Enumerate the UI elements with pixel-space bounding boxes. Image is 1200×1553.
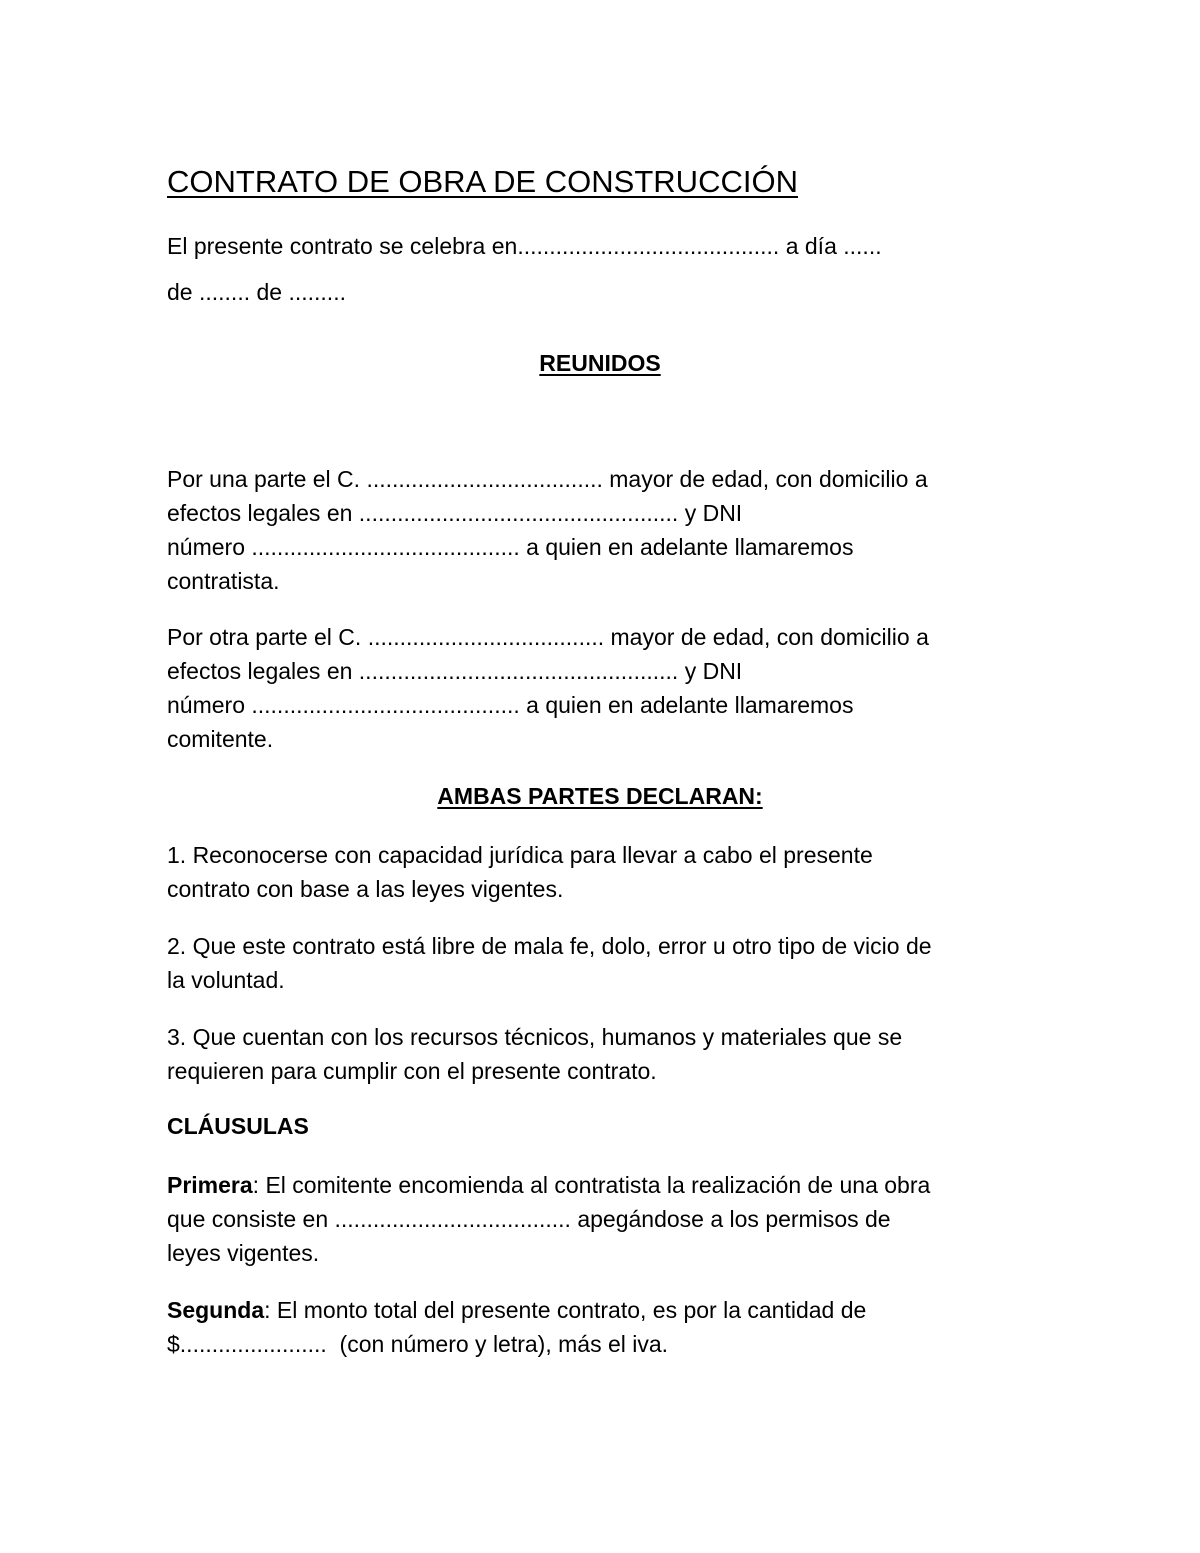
clause-2-line-1 — [167, 1293, 866, 1327]
clause-2-text: : El monto total del presente contrato, es por la cantidad de — [264, 1297, 867, 1323]
clause-1 — [167, 1168, 930, 1270]
clause-2-line-2: $....................... (con número y letra), más el iva. — [167, 1331, 669, 1357]
party1-line: contratista. — [167, 568, 280, 594]
party2-line: Por otra parte el C. ..................................... mayor de edad, con domicilio a — [167, 624, 929, 650]
intro-paragraph — [167, 229, 882, 263]
document-title: CONTRATO DE OBRA DE CONSTRUCCIÓN — [167, 164, 798, 199]
party1-line: número .......................................... a quien en adelante llamaremos — [167, 534, 854, 560]
clause-1-line-1 — [167, 1168, 930, 1202]
intro-line-1: El presente contrato se celebra en......................................... a día ...... — [167, 233, 882, 259]
declaration-line: contrato con base a las leyes vigentes. — [167, 876, 564, 902]
reunidos-heading — [0, 352, 1200, 375]
party2-line: efectos legales en .................................................. y DNI — [167, 658, 743, 684]
clause-2 — [167, 1293, 866, 1361]
party1-paragraph — [167, 462, 928, 598]
declaration-line: 3. Que cuentan con los recursos técnicos, humanos y materiales que se — [167, 1024, 903, 1050]
party2-line: comitente. — [167, 726, 274, 752]
clause-1-text: : El comitente encomienda al contratista la realización de una obra — [252, 1172, 931, 1198]
clause-1-label: Primera — [167, 1172, 253, 1198]
declaration-2 — [167, 929, 932, 997]
intro-paragraph-cont — [167, 275, 346, 309]
declaration-1 — [167, 838, 873, 906]
declaran-heading — [0, 785, 1200, 808]
clausulas-heading: CLÁUSULAS — [167, 1113, 309, 1139]
declaration-line: 2. Que este contrato está libre de mala fe, dolo, error u otro tipo de vicio de — [167, 933, 932, 959]
clause-2-label: Segunda — [167, 1297, 265, 1323]
declaration-line: la voluntad. — [167, 967, 285, 993]
party1-line: Por una parte el C. ..................................... mayor de edad, con domicilio a — [167, 466, 928, 492]
declaration-3 — [167, 1020, 902, 1088]
declaration-line: requieren para cumplir con el presente contrato. — [167, 1058, 657, 1084]
party2-line: número .......................................... a quien en adelante llamaremos — [167, 692, 854, 718]
party2-paragraph — [167, 620, 929, 756]
intro-line-2: de ........ de ......... — [167, 279, 346, 305]
declaration-line: 1. Reconocerse con capacidad jurídica para llevar a cabo el presente — [167, 842, 873, 868]
clause-1-line-3: leyes vigentes. — [167, 1240, 320, 1266]
declaran-heading-text: AMBAS PARTES DECLARAN: — [437, 783, 763, 809]
party1-line: efectos legales en .................................................. y DNI — [167, 500, 743, 526]
clause-1-line-2: que consiste en ..................................... apegándose a los permisos de — [167, 1206, 891, 1232]
reunidos-heading-text: REUNIDOS — [539, 350, 661, 376]
